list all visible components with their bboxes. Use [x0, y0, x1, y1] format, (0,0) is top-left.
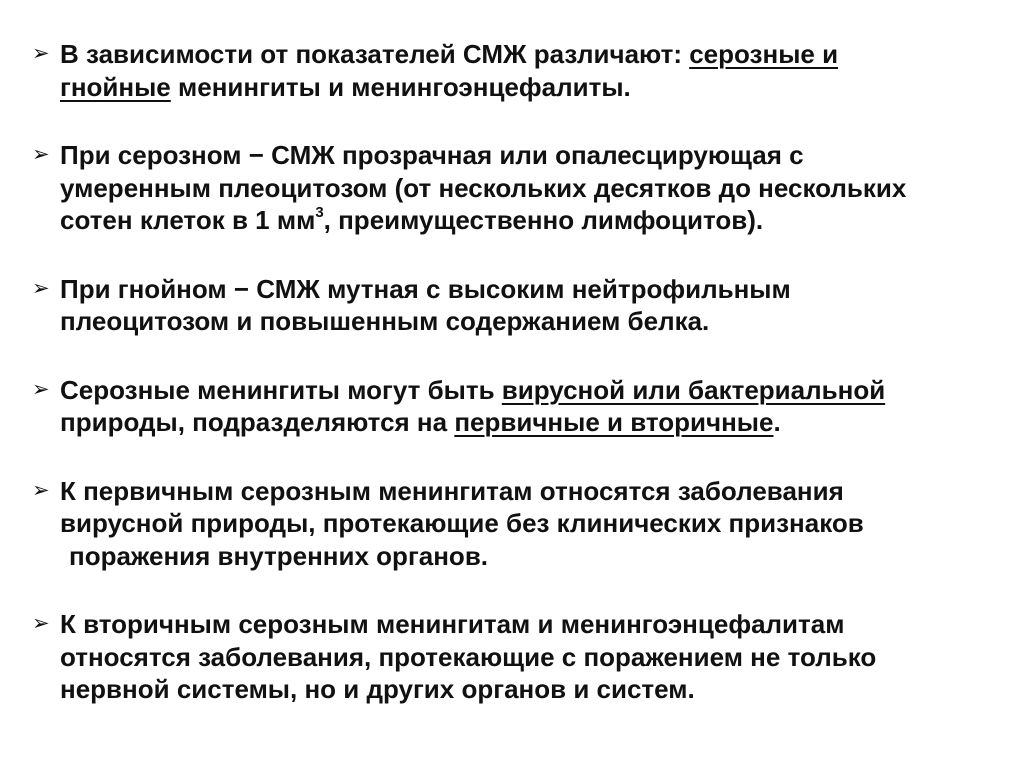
underlined-term: вирусной или бактериальной	[501, 374, 886, 405]
text-line: К вторичным серозным менингитам и менингоэнцефалитам	[60, 609, 845, 639]
arrow-bullet-icon: ➢	[32, 42, 50, 65]
text-line: умеренным плеоцитозом (от нескольких десятков до нескольких	[60, 172, 907, 203]
underlined-term: серозные и	[689, 39, 839, 69]
bullet-item-csf-types	[32, 38, 1002, 103]
superscript: 3	[315, 204, 324, 222]
bullet-item-serous	[32, 139, 1002, 237]
arrow-bullet-icon: ➢	[32, 478, 50, 502]
text-line: сотен клеток в 1 $мм^3$, преимущественно лимфоцитов).	[60, 204, 764, 235]
text-line: В зависимости от показателей СМЖ различают: серозные и	[60, 39, 839, 69]
bullet-item-secondary	[32, 608, 1002, 706]
text-line: поражения внутренних органов.	[69, 540, 489, 571]
arrow-bullet-icon: ➢	[32, 612, 50, 635]
bullet-item-primary	[32, 475, 1002, 573]
bullet-item-serous-origin	[32, 374, 1002, 439]
text-line: К первичным серозным менингитам относятся заболевания	[60, 475, 844, 506]
text-line: природы, подразделяются на первичные и вторичные.	[60, 407, 781, 437]
underlined-term: первичные и вторичные	[454, 407, 774, 437]
text-line: относятся заболевания, протекающие с поражением не только	[60, 641, 877, 672]
text-line: Серозные менингиты могут быть вирусной или бактериальной	[60, 374, 886, 405]
text-line: плеоцитозом и повышенным содержанием белка.	[60, 306, 710, 336]
bullet-item-purulent	[32, 273, 1002, 338]
text-line: гнойные менингиты и менингоэнцефалиты.	[60, 71, 631, 102]
underlined-term: гнойные	[60, 71, 171, 102]
bullet-list	[32, 38, 1002, 706]
arrow-bullet-icon: ➢	[32, 143, 50, 166]
text-line: вирусной природы, протекающие без клинических признаков	[60, 508, 864, 538]
text-line: При гнойном − СМЖ мутная с высоким нейтрофильным	[60, 273, 791, 304]
text-line: нервной системы, но и других органов и систем.	[60, 674, 695, 704]
arrow-bullet-icon: ➢	[32, 377, 50, 401]
text-line: При серозном − СМЖ прозрачная или опалесцирующая с	[60, 140, 804, 170]
arrow-bullet-icon: ➢	[32, 276, 50, 300]
